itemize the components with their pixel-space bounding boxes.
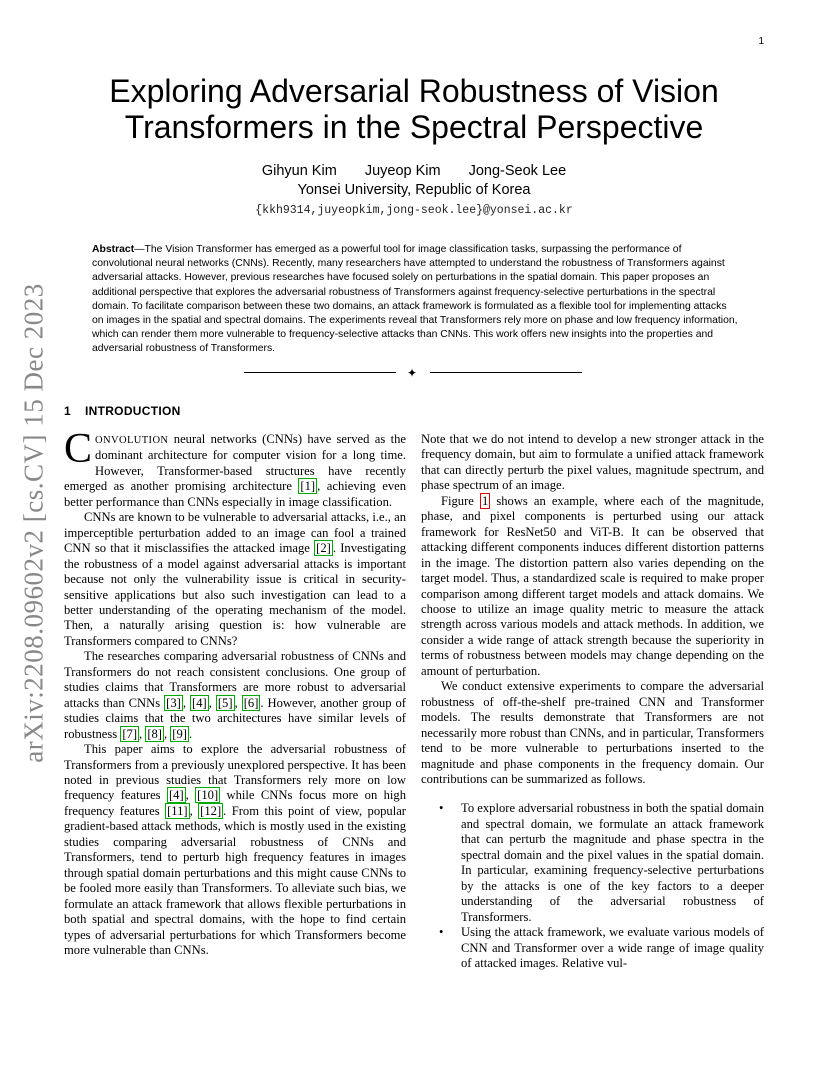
citation-link[interactable]: [8] — [147, 726, 162, 741]
text-run: while CNNs focus more on high frequency features — [64, 788, 407, 818]
citation-link[interactable]: [4] — [192, 695, 207, 710]
text-run: This paper aims to explore the adversarial robustness of Transformers from a previously unexplored perspective. It has been noted in previous studies that Transformers rely more on low frequency features — [64, 742, 406, 803]
text-run: , — [208, 695, 216, 710]
author-list — [70, 163, 758, 179]
left-column — [64, 426, 407, 958]
text-run: neural networks (CNNs) have served as the dominant architecture for computer vision for a long time. However, Transformer-based structures have recently emerged as another promising architecture — [64, 432, 406, 494]
abstract-text: —The Vision Transformer has emerged as a powerful tool for image classification tasks, surpassing the performance of convolutional neural networks (CNNs). Recently, many researchers have attempted to understand the robustness of Transformers against adversarial attacks. However, previous researches have focused solely on perturbations in the spatial domain. This paper proposes an additional perspective that explores the adversarial robustness of Transformers against frequency-selective perturbations in the spectral domain. To facilitate comparison between these two domains, an attack framework is formulated as a flexible tool for implementing attacks on images in the spatial and spectral domains. The experiments reveal that Transformers rely more on phase and low frequency information, which can render them more vulnerable to frequency-selective attacks than CNNs. This work offers new insights into the properties and adversarial robustness of Transformers. — [92, 244, 738, 355]
divider-diamond-icon: ✦ — [407, 366, 418, 380]
citation-link[interactable]: [1] — [300, 479, 316, 494]
citation-link[interactable]: [7] — [122, 726, 138, 741]
section-title-rest: NTRODUCTION — [88, 404, 181, 418]
citation-link[interactable]: [3] — [166, 695, 181, 710]
title-line-1: Exploring Adversarial Robustness of Vision — [109, 73, 719, 109]
text-run: Figure — [441, 493, 480, 508]
arxiv-stamp-text: arXiv:2208.09602v2 [cs.CV] 15 Dec 2023 — [18, 283, 49, 763]
paper-title — [70, 73, 758, 145]
citation-link[interactable]: [4] — [168, 788, 184, 803]
abstract — [92, 243, 739, 357]
text-run: , achieving even better performance than CNNs especially in image classification. — [64, 479, 406, 509]
text-run: , — [234, 695, 242, 710]
contribution-list — [421, 801, 764, 971]
section-divider — [244, 366, 584, 380]
right-column — [421, 432, 764, 971]
section-title-initial: I — [84, 404, 89, 418]
paragraph — [64, 510, 406, 649]
smallcaps-word: ONVOLUTION — [95, 435, 169, 446]
author-emails: {kkh9314,juyeopkim,jong-seok.lee}@yonsei.ac.kr — [255, 204, 573, 217]
list-item: • To explore adversarial robustness in both the spatial domain and spectral domain, we formulate an attack framework that can perturb the magnitude and phase spectra in the spectral domain and the pixel values in the spatial domain. In particular, examining frequency-selective perturbations by the attacks is one of the key factors to a deeper understanding of the adversarial robustness of Transformers. — [461, 801, 764, 925]
section-heading — [64, 404, 181, 418]
text-run: , — [185, 788, 196, 803]
abstract-label: Abstract — [92, 244, 135, 255]
citation-link[interactable]: [2] — [316, 541, 331, 556]
paragraph: Note that we do not intend to develop a new stronger attack in the frequency domain, but aim to formulate a unified attack framework that can directly perturb the pixel values, magnitude spectrum, and phase spectrum of an image. — [421, 432, 764, 493]
text-run: , — [139, 726, 146, 741]
divider-line-left — [244, 372, 396, 373]
citation-link[interactable]: [9] — [172, 726, 187, 741]
list-item: • Using the attack framework, we evaluate various models of CNN and Transformer over a wide range of image quality of attacked images. Relative vul- — [461, 925, 764, 971]
author-name: Juyeop Kim — [364, 163, 441, 179]
citation-link[interactable]: [5] — [217, 695, 233, 710]
text-run: , — [164, 726, 171, 741]
text-run: . — [188, 726, 193, 741]
section-number: 1 — [64, 404, 71, 418]
citation-link[interactable]: [12] — [200, 803, 222, 818]
text-run: . From this point of view, popular gradient-based attack methods, which is mostly used in the existing studies comparing adversarial robustness of CNNs and Transformers, tend to perturb high frequency features in images through spatial domain perturbations and this might cause CNNs to be fooled more easily than Transformers. To alleviate such bias, we formulate an attack framework that allows flexible perturbations in both spatial and spectral domains, with the hope to find certain types of adversarial perturbations for which Transformers become more vulnerable than CNNs. — [64, 803, 407, 957]
author-name: Gihyun Kim — [261, 163, 337, 179]
title-line-2: Transformers in the Spectral Perspective — [124, 109, 704, 145]
text-run: CNNs are known to be vulnerable to adversarial attacks, i.e., an imperceptible perturbation added to an image can fool a trained CNN so that it misclassifies the attacked image — [64, 510, 406, 556]
author-name: Jong-Seok Lee — [468, 163, 567, 179]
text-run: shows an example, where each of the magnitude, phase, and pixel components is perturbed using our attack framework for ResNet50 and ViT-B. It can be observed that attacking different components induces different distortion patterns in the image. The distortion pattern also varies depending on the target model. Thus, a standardized scale is required to make proper comparison among different target models and attack domains. We choose to utilize an image quality metric to measure the attack strength across various models and attack methods. In addition, we consider a wide range of attack strength because the superiority in terms of robustness between models may change depending on the amount of perturbation. — [421, 493, 764, 678]
text-run: . However, another group of studies claims that the two architectures have similar levels of robustness — [64, 695, 406, 741]
paragraph — [64, 426, 406, 510]
text-run: The researches comparing adversarial robustness of CNNs and Transformers do not reach consistent conclusions. One group of studies claims that Transformers are more robust to adversarial attacks than CNNs — [64, 649, 406, 710]
text-run: . Investigating the robustness of a model against adversarial attacks is important because not only the vulnerability issue is critical in security-sensitive applications but also such investigation can lead to a better understanding of the operating mechanism of the model. Then, a naturally arising question is: how vulnerable are Transformers compared to CNNs? — [64, 541, 406, 648]
figure-link[interactable]: 1 — [481, 493, 489, 508]
citation-link[interactable]: [6] — [243, 695, 259, 710]
drop-cap: C — [64, 426, 93, 472]
divider-line-right — [430, 372, 582, 373]
paragraph — [421, 494, 764, 679]
arxiv-identifier-stamp — [18, 283, 49, 763]
page-number: 1 — [758, 36, 764, 47]
paragraph: We conduct extensive experiments to compare the adversarial robustness of off-the-shelf pre-trained CNN and Transformer models. The results demonstrate that Transformers are not necessarily more robust than CNNs, and in particular, Transformers tend to be more vulnerable to perturbations inserted to the magnitude and phase components in the frequency domain. Our contributions can be summarized as follows. — [421, 679, 764, 786]
paragraph — [64, 649, 406, 742]
paragraph — [64, 742, 406, 958]
citation-link[interactable]: [10] — [197, 788, 219, 803]
citation-link[interactable]: [11] — [167, 803, 188, 818]
text-run: , — [189, 803, 199, 818]
text-run: , — [182, 695, 191, 710]
affiliation: Yonsei University, Republic of Korea — [297, 182, 531, 198]
